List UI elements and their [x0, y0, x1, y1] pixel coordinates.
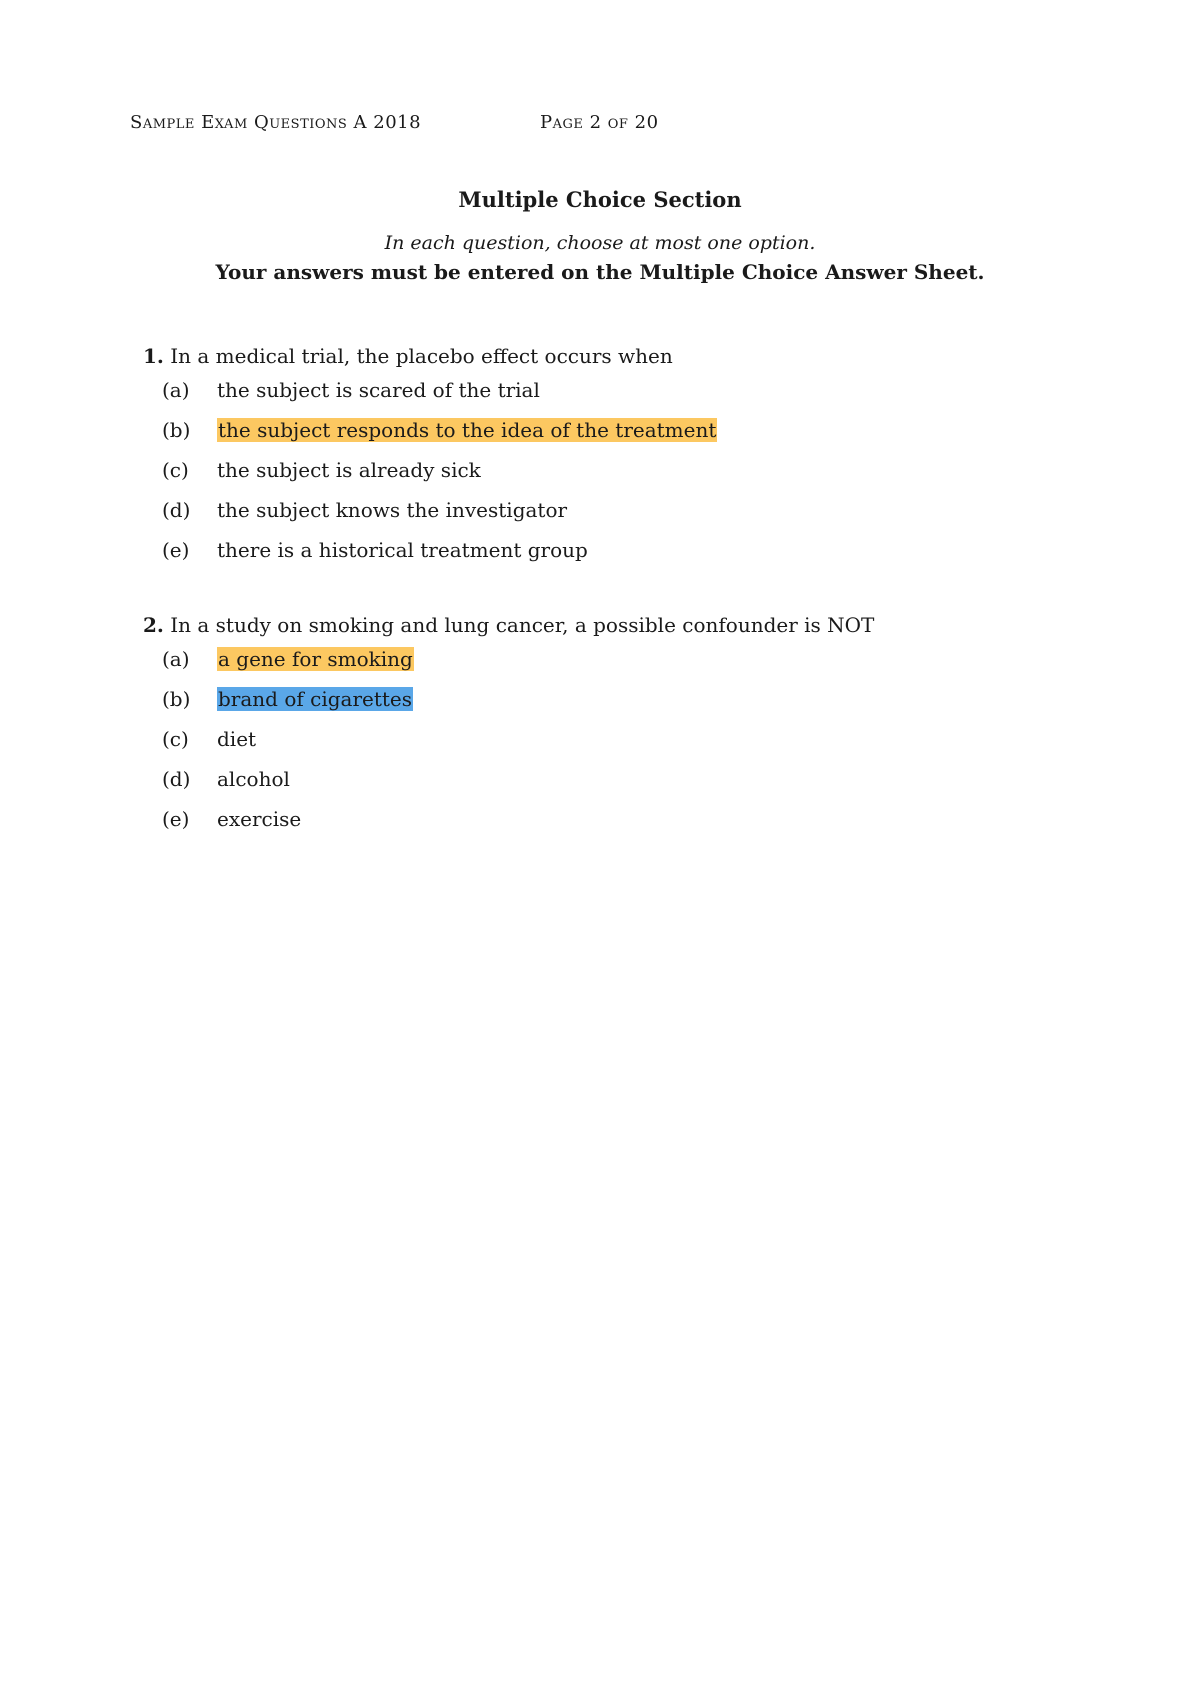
answer-sheet-notice: Your answers must be entered on the Multiple Choice Answer Sheet. — [215, 260, 985, 284]
option-label: (d) — [162, 498, 191, 522]
option-text-highlighted: brand of cigarettes — [218, 687, 413, 711]
header-page-number: Page 2 of 20 — [540, 112, 659, 133]
question-number: 1. — [143, 344, 164, 368]
option-text-highlighted: a gene for smoking — [218, 647, 413, 671]
option-b — [143, 687, 874, 727]
option-a — [143, 647, 874, 687]
question-2 — [143, 613, 874, 847]
option-text: there is a historical treatment group — [217, 538, 588, 562]
option-label: (b) — [162, 687, 191, 711]
question-stem — [143, 613, 874, 647]
header-exam-title: Sample Exam Questions A 2018 — [130, 112, 422, 133]
option-label: (c) — [162, 727, 189, 751]
option-text: the subject is scared of the trial — [217, 378, 540, 402]
option-c — [143, 727, 874, 767]
question-1 — [143, 344, 717, 578]
option-text: exercise — [217, 807, 302, 831]
question-stem — [143, 344, 717, 378]
option-e — [143, 807, 874, 847]
option-label: (a) — [162, 378, 190, 402]
question-text: In a medical trial, the placebo effect occurs when — [170, 344, 673, 368]
option-list — [143, 647, 874, 847]
option-label: (e) — [162, 807, 190, 831]
question-text: In a study on smoking and lung cancer, a possible confounder is NOT — [170, 613, 875, 637]
option-text: diet — [217, 727, 257, 751]
option-label: (d) — [162, 767, 191, 791]
option-label: (c) — [162, 458, 189, 482]
option-a — [143, 378, 717, 418]
option-text-highlighted: the subject responds to the idea of the treatment — [218, 418, 717, 442]
option-text: alcohol — [217, 767, 290, 791]
option-b — [143, 418, 717, 458]
question-number: 2. — [143, 613, 164, 637]
running-header — [130, 112, 659, 133]
option-label: (b) — [162, 418, 191, 442]
option-text: the subject knows the investigator — [217, 498, 568, 522]
option-e — [143, 538, 717, 578]
option-list — [143, 378, 717, 578]
option-label: (e) — [162, 538, 190, 562]
option-d — [143, 498, 717, 538]
section-title: Multiple Choice Section — [458, 187, 742, 212]
section-instruction: In each question, choose at most one option. — [384, 232, 816, 254]
option-c — [143, 458, 717, 498]
option-label: (a) — [162, 647, 190, 671]
option-d — [143, 767, 874, 807]
option-text: the subject is already sick — [217, 458, 481, 482]
